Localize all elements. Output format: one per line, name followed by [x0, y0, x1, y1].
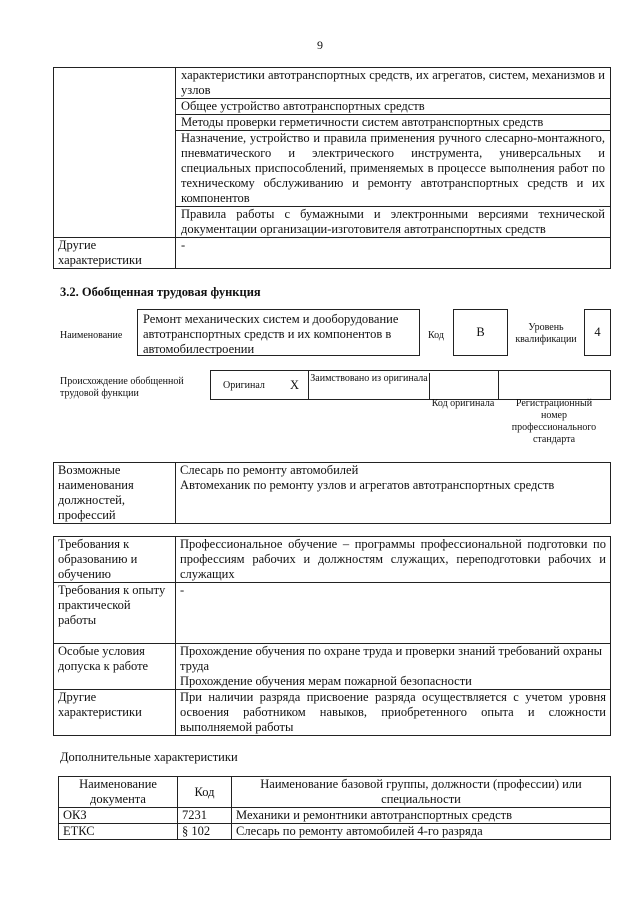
code-caption: Код оригинала: [431, 398, 495, 409]
position-item: Автомеханик по ремонту узлов и агрегатов автотранспортных средств: [180, 478, 555, 492]
code-cell: 7231: [178, 808, 232, 824]
experience-label: Требования к опыту практической работы: [54, 583, 176, 644]
borrowed-cell: [309, 373, 430, 399]
table-row: [59, 824, 611, 840]
knowledge-table: [53, 67, 611, 269]
knowledge-item: характеристики автотранспортных средств, их агрегатов, систем, механизмов и узлов: [176, 68, 611, 99]
original-mark: X: [290, 378, 300, 392]
code-cell: § 102: [178, 824, 232, 840]
education-label: Требования к образованию и обучению: [54, 537, 176, 583]
group-name-cell: Механики и ремонтники автотранспортных средств: [232, 808, 611, 824]
doc-name-cell: ОКЗ: [59, 808, 178, 824]
header-doc-name: Наименование документа: [59, 777, 178, 808]
reg-number-cell: [499, 371, 610, 399]
knowledge-item: Правила работы с бумажными и электронными версиями технической документации организации-изготовителя автотранспортных средств: [176, 207, 611, 238]
level-box: [584, 309, 611, 356]
positions-table: [53, 462, 611, 524]
page-number: 9: [317, 38, 323, 52]
doc-name-cell: ЕТКС: [59, 824, 178, 840]
group-name-cell: Слесарь по ремонту автомобилей 4-го разряда: [232, 824, 611, 840]
borrowed-label: Заимствовано из оригинала: [310, 373, 428, 384]
additional-title: Дополнительные характеристики: [60, 750, 238, 764]
admission-value: [176, 644, 611, 690]
header-code: Код: [178, 777, 232, 808]
other-characteristics-value: -: [176, 238, 611, 269]
other-req-label: Другие характеристики: [54, 690, 176, 736]
name-label: Наименование: [60, 330, 123, 341]
education-value: Профессиональное обучение – программы профессиональной подготовки по профессиям рабочих и должностям служащих, переподготовки рабочих и служащих: [176, 537, 611, 583]
origin-box: [210, 370, 611, 400]
positions-values: [176, 463, 611, 524]
other-characteristics-label: Другие характеристики: [54, 238, 176, 269]
table-row: [59, 808, 611, 824]
admission-line: Прохождение обучения мерам пожарной безопасности: [180, 674, 472, 688]
position-item: Слесарь по ремонту автомобилей: [180, 463, 359, 477]
level-label: Уровень квалификации: [515, 322, 577, 345]
experience-value: -: [176, 583, 611, 644]
knowledge-label-cell: [54, 68, 176, 238]
header-group-name: Наименование базовой группы, должности (профессии) или специальности: [232, 777, 611, 808]
function-code-box: [453, 309, 508, 356]
knowledge-item: Назначение, устройство и правила применения ручного слесарно-монтажного, пневматического и электрического инструмента, универсальных и специальных приспособлений, применяемых в процессе выполнения работ по техническому обслуживанию и ремонту автотранспортных средств и их компонентов: [176, 131, 611, 207]
admission-label: Особые условия допуска к работе: [54, 644, 176, 690]
section-title: 3.2. Обобщенная трудовая функция: [60, 285, 261, 299]
other-req-value: При наличии разряда присвоение разряда осуществляется с учетом уровня освоения работником навыков, приобретенного опыта и сложности выполняемой работы: [176, 690, 611, 736]
positions-label: Возможные наименования должностей, профессий: [54, 463, 176, 524]
knowledge-item: Общее устройство автотранспортных средств: [176, 99, 611, 115]
original-cell: [211, 371, 309, 399]
knowledge-item: Методы проверки герметичности систем автотранспортных средств: [176, 115, 611, 131]
original-code-cell: [430, 371, 499, 399]
origin-label: Происхождение обобщенной трудовой функции: [60, 376, 184, 399]
code-label: Код: [428, 330, 444, 341]
additional-table: [58, 776, 611, 840]
function-name-value: Ремонт механических систем и дооборудование автотранспортных средств и их компонентов в автомобилестроении: [143, 312, 399, 356]
function-name-box: [137, 309, 420, 356]
admission-line: Прохождение обучения по охране труда и проверки знаний требований охраны труда: [180, 644, 603, 673]
requirements-table: [53, 536, 611, 736]
reg-caption: Регистрационный номер профессионального стандарта: [511, 398, 597, 445]
original-label: Оригинал: [223, 380, 265, 391]
function-code-value: B: [476, 325, 485, 339]
level-value: 4: [594, 325, 601, 339]
